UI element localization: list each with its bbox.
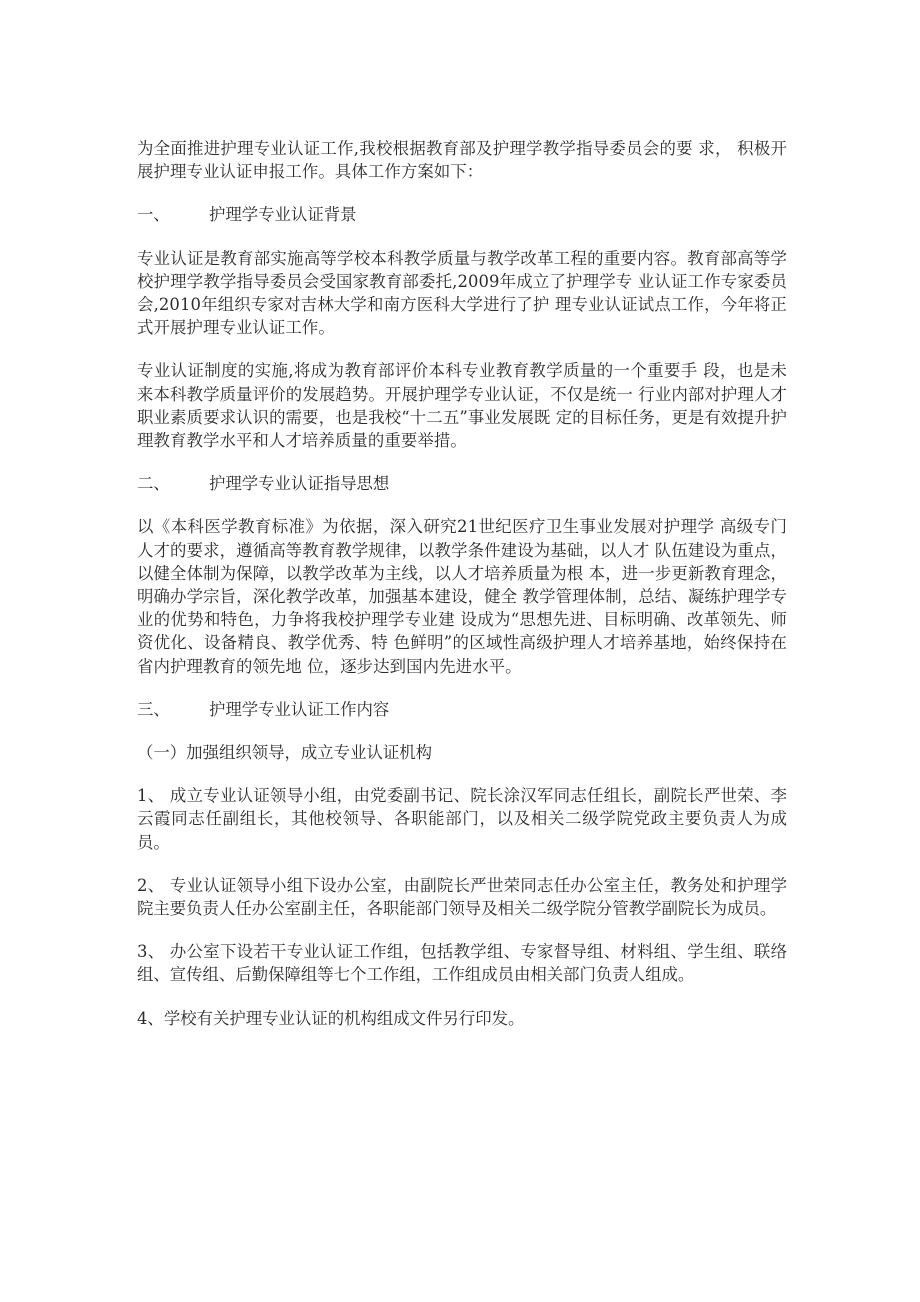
section-heading-1 <box>137 203 787 226</box>
section-title-2: 护理学专业认证指导思想 <box>209 474 390 494</box>
intro-paragraph: 为全面推进护理专业认证工作,我校根据教育部及护理学教学指导委员会的要 求， 积极开展护理专业认证申报工作。具体工作方案如下： <box>137 139 787 182</box>
list-item: 2、 专业认证领导小组下设办公室，由副院长严世荣同志任办公室主任，教务处和护理学院主要负责人任办公室副主任，各职能部门领导及相关二级学院分管教学副院长为成员。 <box>137 875 787 919</box>
section-3-subheading-1: （一）加强组织领导，成立专业认证机构 <box>137 743 433 763</box>
list-item: 4、学校有关护理专业认证的机构组成文件另行印发。 <box>137 1008 525 1028</box>
section-1-paragraph-2: 专业认证制度的实施,将成为教育部评价本科专业教育教学质量的一个重要手 段，也是未来本科教学质量评价的发展趋势。开展护理学专业认证，不仅是统一 行业内部对护理人才职业素质要求认识的需要，也是我校“十二五”事业发展既 定的目标任务，更是有效提升护理教育教学水平和人才培养质量的重要举措。 <box>137 361 787 451</box>
section-title-1: 护理学专业认证背景 <box>209 205 357 225</box>
section-number-2: 二、 <box>137 474 170 494</box>
list-item: 1、 成立专业认证领导小组，由党委副书记、院长涂汉军同志任组长，副院长严世荣、李云霞同志任副组长，其他校领导、各职能部门，以及相关二级学院党政主要负责人为成员。 <box>137 786 787 852</box>
section-2-paragraph-1: 以《本科医学教育标准》为依据，深入研究21世纪医疗卫生事业发展对护理学 高级专门人才的要求，遵循高等教育教学规律，以教学条件建设为基础，以人才 队伍建设为重点，以健全体制为保障，以教学改革为主线，以人才培养质量为根 本，进一步更新教育理念，明确办学宗旨，深化教学改革，加强基本建设，健全 教学管理体制，总结、凝练护理学专业的优势和特色，力争将我校护理学专业建 设成为“思想先进、目标明确、改革领先、师资优化、设备精良、教学优秀、特 色鲜明”的区域性高级护理人才培养基地，始终保持在省内护理教育的领先地 位，逐步达到国内先进水平。 <box>137 517 787 676</box>
section-title-3: 护理学专业认证工作内容 <box>209 699 390 719</box>
section-number-1: 一、 <box>137 205 170 225</box>
document-body <box>137 137 787 1030</box>
section-heading-2 <box>137 472 787 495</box>
section-1-paragraph-1: 专业认证是教育部实施高等学校本科教学质量与教学改革工程的重要内容。教育部高等学校护理学教学指导委员会受国家教育部委托,2009年成立了护理学专 业认证工作专家委员会,2010年组织专家对吉林大学和南方医科大学进行了护 理专业认证试点工作，今年将正式开展护理专业认证工作。 <box>137 248 787 338</box>
section-heading-3 <box>137 698 787 721</box>
section-number-3: 三、 <box>137 699 170 719</box>
list-item: 3、 办公室下设若干专业认证工作组，包括教学组、专家督导组、材料组、学生组、联络组、宣传组、后勤保障组等七个工作组，工作组成员由相关部门负责人组成。 <box>137 942 787 985</box>
